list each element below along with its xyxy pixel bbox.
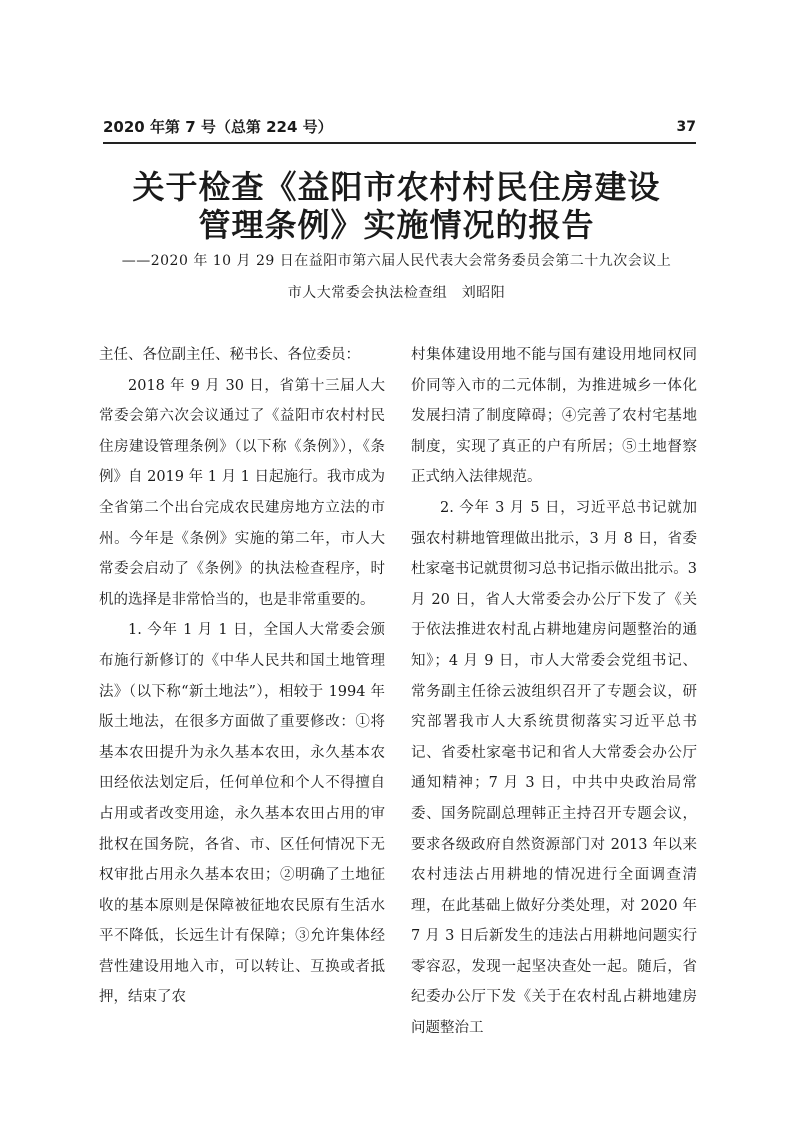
paragraph: 2018 年 9 月 30 日，省第十三届人大常委会第六次会议通过了《益阳市农村村民住房建设管理条例》（以下称《条例》），《条例》自 2019 年 1 月 1 日起施行。我市成为全省第二个出台完成农民建房地方立法的市州。今年是《条例》实施的第二年，市人大常委会启动了《条例》的执法检查程序，时机的选择是非常恰当的，也是非常重要的。 [99,377,386,608]
report-title-line-2: 管理条例》实施情况的报告 [198,206,595,244]
page-number: 37 [676,119,696,135]
paragraph: 1. 今年 1 月 1 日，全国人大常委会颁布施行新修订的《中华人民共和国土地管理法》（以下称“新土地法”），相较于 1994 年版土地法，在很多方面做了重要修改：①将基本农田提升为永久基本农田，永久基本农田经依法划定后，任何单位和个人不得擅自占用或者改变用途，永久基本农田占用的审批权在国务院，各省、市、区任何情况下无权审批占用永久基本农田；②明确了土地征收的基本原则是保障被征地农民原有生活水平不降低，长远生计有保障；③允许集体经营性建设用地入市，可以转让、互换或者抵押，结束了农 [99,622,385,1006]
issue-label: 2020 年第 7 号（总第 224 号） [103,118,333,136]
running-header [103,117,696,141]
body-column-right [411,340,697,1044]
subtitle-author: 市人大常委会执法检查组 刘昭阳 [287,285,506,301]
subtitle-occasion: ——2020 年 10 月 29 日在益阳市第六届人民代表大会常务委员会第二十九次会议上 [121,253,672,269]
salutation: 主任、各位副主任、秘书长、各位委员： [99,347,360,363]
paragraph: 2. 今年 3 月 5 日，习近平总书记就加强农村耕地管理做出批示，3 月 8 日，省委杜家毫书记就贯彻习总书记指示做出批示。3 月 20 日，省人大常委会办公厅下发了《关于依法推进农村乱占耕地建房问题整治的通知》；4 月 9 日，市人大常委会党组书记、常务副主任徐云波组织召开了专题会议，研究部署我市人大系统贯彻落实习近平总书记、省委杜家毫书记和省人大常委会办公厅通知精神；7 月 3 日，中共中央政治局常委、国务院副总理韩正主持召开专题会议，要求各级政府自然资源部门对 2013 年以来农村违法占用耕地的情况进行全面调查清理，在此基础上做好分类处理，对 2020 年 7 月 3 日后新发生的违法占用耕地问题实行零容忍，发现一起坚决查处一起。随后，省纪委办公厅下发《关于在农村乱占耕地建房问题整治工 [411,499,697,1037]
paragraph-continued: 村集体建设用地不能与国有建设用地同权同价同等入市的二元体制，为推进城乡一体化发展扫清了制度障碍；④完善了农村宅基地制度，实现了真正的户有所居；⑤土地督察正式纳入法律规范。 [411,347,697,486]
report-title-line-1: 关于检查《益阳市农村村民住房建设 [132,168,661,206]
body-column-left [99,340,385,1013]
header-rule [103,142,696,144]
